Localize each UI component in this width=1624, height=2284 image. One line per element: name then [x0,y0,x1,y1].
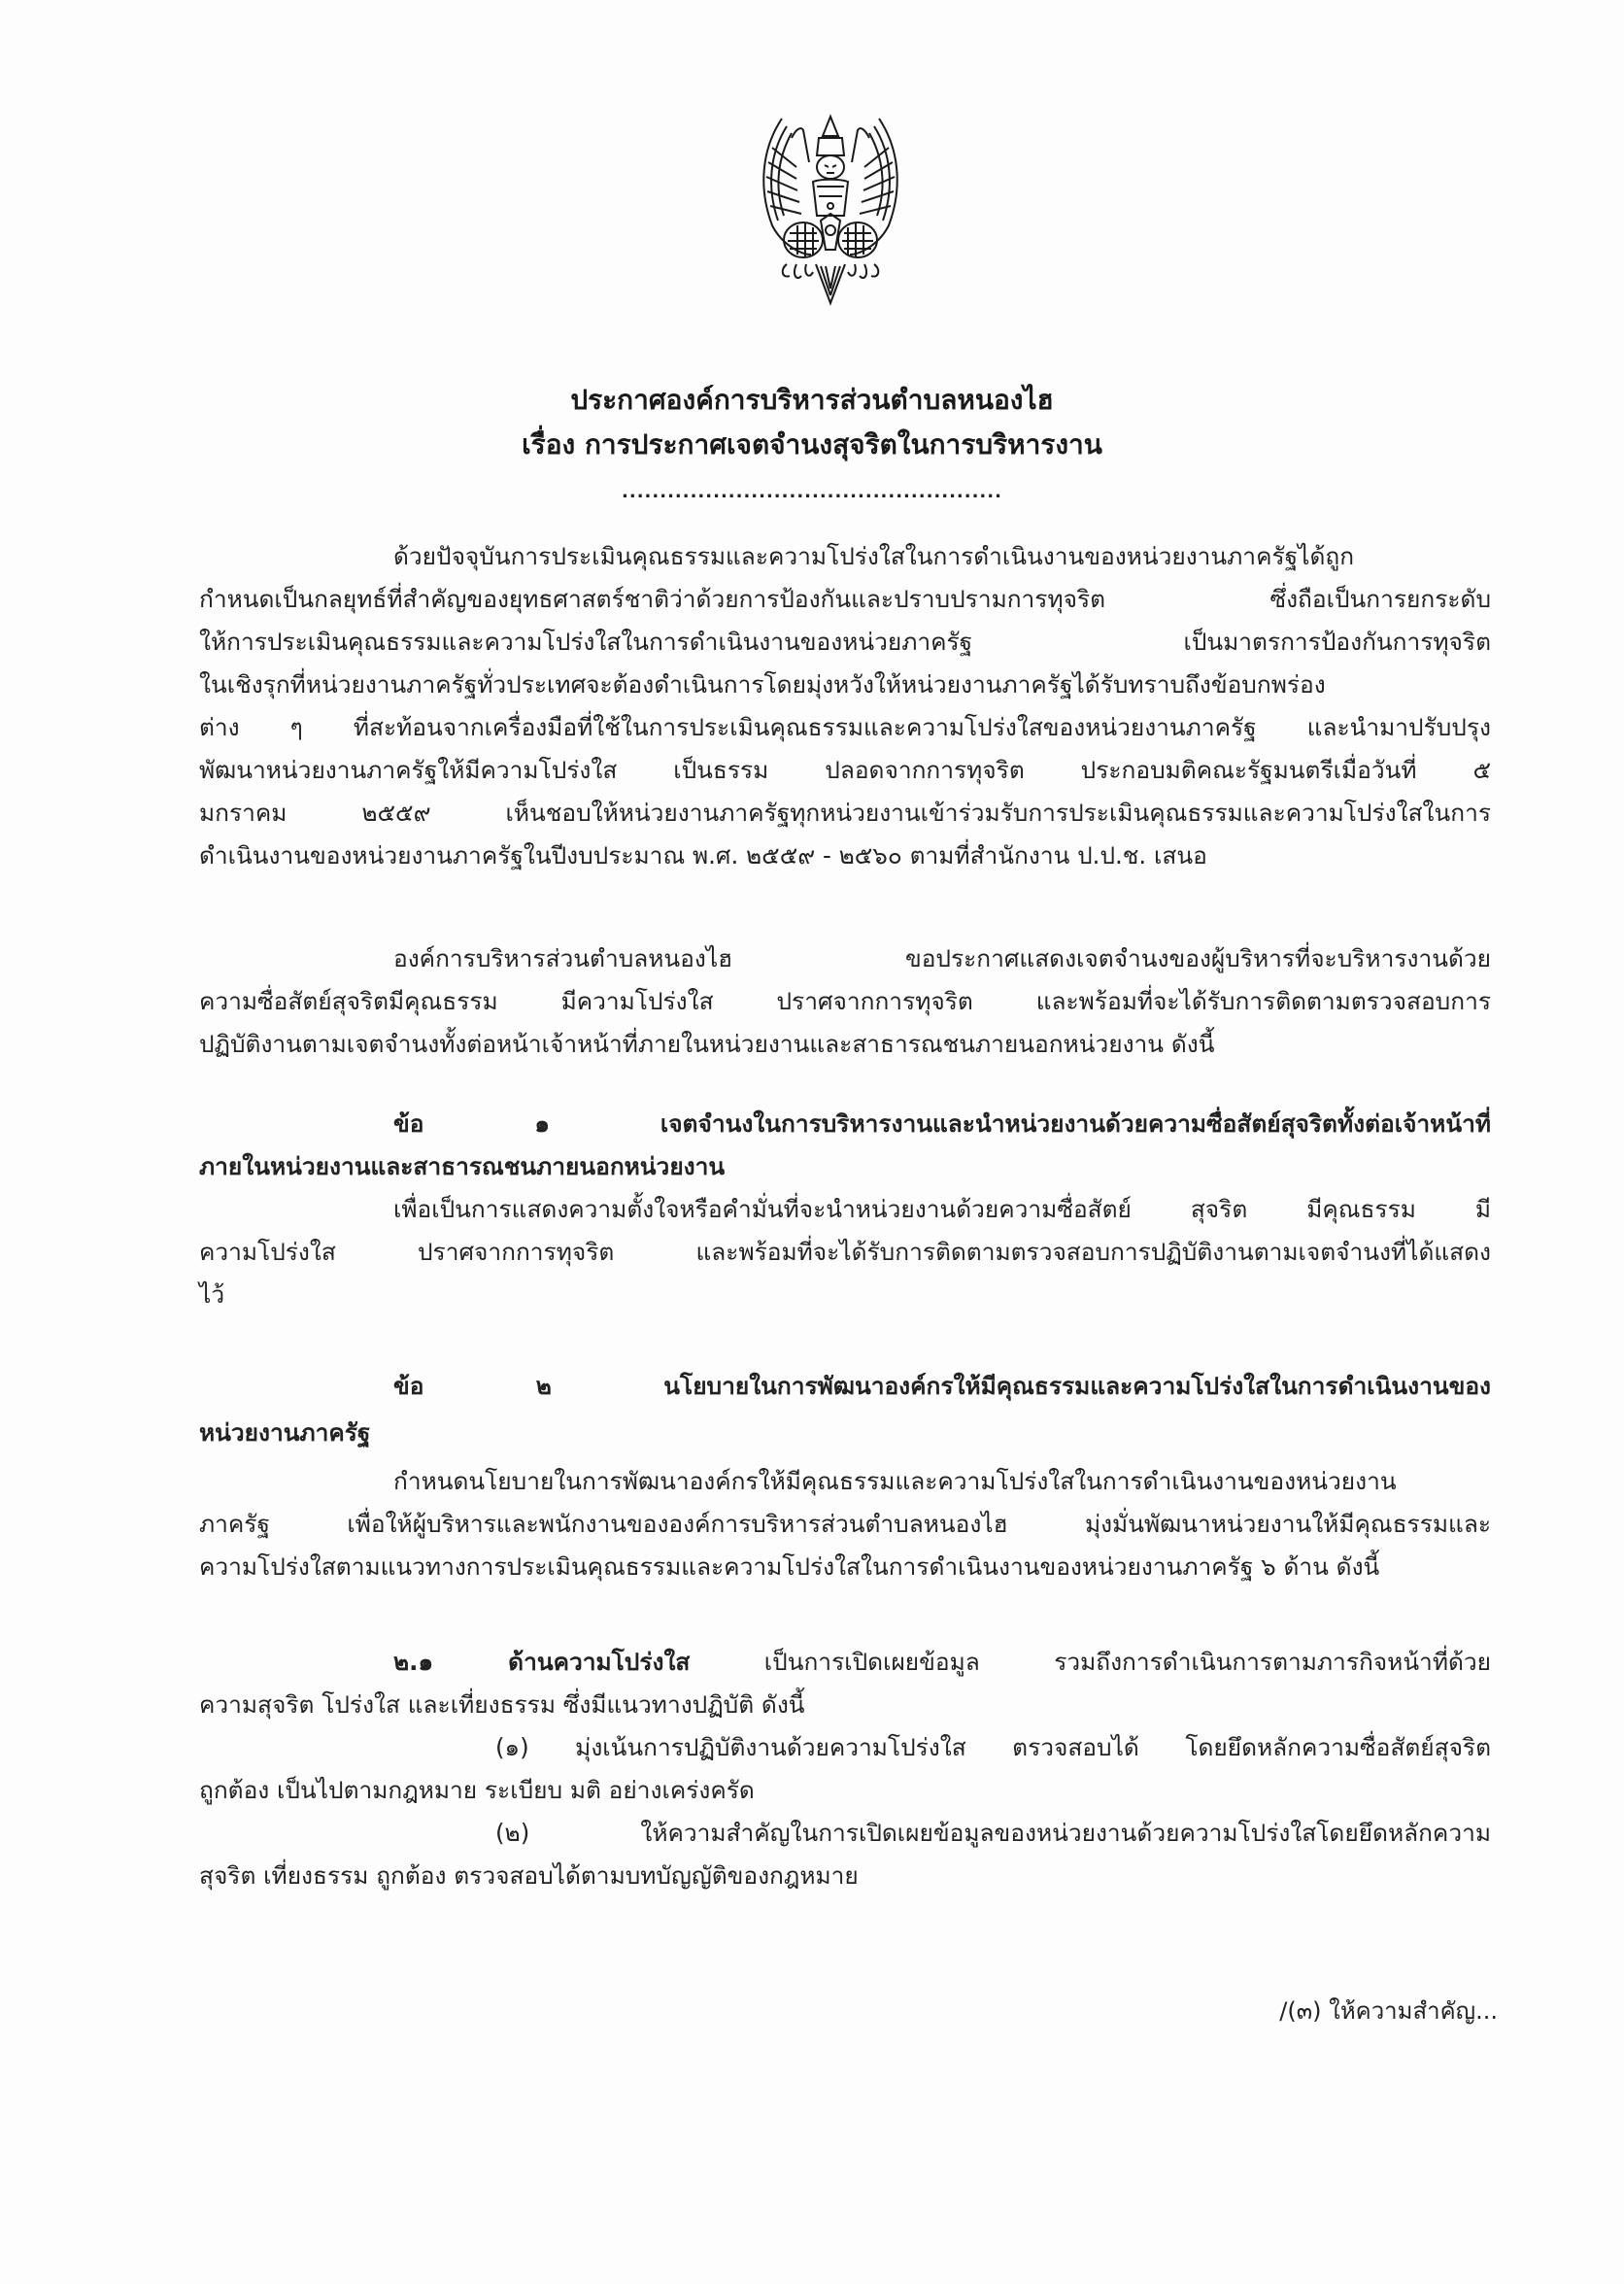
paragraph-1-line: ในเชิงรุกที่หน่วยงานภาครัฐทั่วประเทศจะต้องดำเนินการโดยมุ่งหวังให้หน่วยงานภาครัฐได้รับทราบถึงข้อบกพร่อง [199,670,1326,699]
section-1-heading: ข้อ ๑ เจตจำนงในการบริหารงานและนำหน่วยงานด้วยความซื่อสัตย์สุจริตทั้งต่อเจ้าหน้าที่ [393,1109,1491,1138]
section-2-1-heading-text: เป็นการเปิดเผยข้อมูล รวมถึงการดำเนินการตามภารกิจหน้าที่ด้วย [690,1648,1491,1676]
paragraph-1-line: กำหนดเป็นกลยุทธ์ที่สำคัญของยุทธศาสตร์ชาติว่าด้วยการป้องกันและปราบปรามการทุจริต ซึ่งถือเป็นการยกระดับ [199,585,1491,613]
section-2-body-line: ความโปร่งใสตามแนวทางการประเมินคุณธรรมและความโปร่งใสในการดำเนินงานของหน่วยงานภาครัฐ ๖ ด้าน ดังนี้ [199,1552,1380,1581]
section-2-heading: ข้อ ๒ นโยบายในการพัฒนาองค์กรให้มีคุณธรรมและความโปร่งใสในการดำเนินงานของ [393,1372,1491,1400]
page-continuation-marker: /(๓) ให้ความสำคัญ... [1279,1997,1498,2025]
paragraph-1-line: ต่าง ๆ ที่สะท้อนจากเครื่องมือที่ใช้ในการประเมินคุณธรรมและความโปร่งใสของหน่วยงานภาครัฐ และนำมาปรับปรุง [199,713,1491,741]
section-2-1-title: ๒.๑ ด้านความโปร่งใส [393,1648,691,1676]
section-2-1-item-2: (๒) ให้ความสำคัญในการเปิดเผยข้อมูลของหน่วยงานด้วยความโปร่งใสโดยยึดหลักความ [495,1819,1491,1847]
section-2-1-line: ความสุจริต โปร่งใส และเที่ยงธรรม ซึ่งมีแนวทางปฏิบัติ ดังนี้ [199,1690,805,1719]
garuda-emblem-icon [743,109,918,313]
section-2-body-line: กำหนดนโยบายในการพัฒนาองค์กรให้มีคุณธรรมและความโปร่งใสในการดำเนินงานของหน่วยงาน [393,1467,1397,1495]
paragraph-2-line: ปฏิบัติงานตามเจตจำนงทั้งต่อหน้าเจ้าหน้าที่ภายในหน่วยงานและสาธารณชนภายนอกหน่วยงาน ดังนี้ [199,1030,1215,1058]
title-separator: .................................................. [622,482,1002,502]
section-2-heading: หน่วยงานภาครัฐ [199,1418,371,1447]
announcement-title: ประกาศองค์การบริหารส่วนตำบลหนองไฮ [570,384,1054,416]
section-2-1-item-2-cont: สุจริต เที่ยงธรรม ถูกต้อง ตรวจสอบได้ตามบทบัญญัติของกฎหมาย [199,1861,859,1890]
paragraph-1-line: ด้วยปัจจุบันการประเมินคุณธรรมและความโปร่งใสในการดำเนินงานของหน่วยงานภาครัฐได้ถูก [393,542,1355,570]
section-1-heading: ภายในหน่วยงานและสาธารณชนภายนอกหน่วยงาน [199,1152,726,1180]
section-2-1-item-1-cont: ถูกต้อง เป็นไปตามกฎหมาย ระเบียบ มติ อย่างเคร่งครัด [199,1776,755,1804]
section-1-body-line: เพื่อเป็นการแสดงความตั้งใจหรือคำมั่นที่จะนำหน่วยงานด้วยความซื่อสัตย์ สุจริต มีคุณธรรม มี [393,1195,1491,1223]
paragraph-2-line: องค์การบริหารส่วนตำบลหนองไฮ ขอประกาศแสดงเจตจำนงของผู้บริหารที่จะบริหารงานด้วย [393,944,1491,972]
section-2-1-item-1: (๑) มุ่งเน้นการปฏิบัติงานด้วยความโปร่งใส ตรวจสอบได้ โดยยึดหลักความซื่อสัตย์สุจริต [495,1733,1491,1761]
section-1-body-line: ไว้ [199,1280,225,1309]
paragraph-1-line: พัฒนาหน่วยงานภาครัฐให้มีความโปร่งใส เป็นธรรม ปลอดจากการทุจริต ประกอบมติคณะรัฐมนตรีเมื่อวันที่ ๕ [199,756,1491,784]
section-2-body-line: ภาครัฐ เพื่อให้ผู้บริหารและพนักงานขององค์การบริหารส่วนตำบลหนองไฮ มุ่งมั่นพัฒนาหน่วยงานให้มีคุณธรรมและ [199,1510,1491,1538]
section-1-body-line: ความโปร่งใส ปราศจากการทุจริต และพร้อมที่จะได้รับการติดตามตรวจสอบการปฏิบัติงานตามเจตจำนงที่ได้แสดง [199,1238,1491,1266]
section-2-1-heading [393,1643,1491,1682]
announcement-subject: เรื่อง การประกาศเจตจำนงสุจริตในการบริหารงาน [522,428,1102,460]
paragraph-1-line: มกราคม ๒๕๕๙ เห็นชอบให้หน่วยงานภาครัฐทุกหน่วยงานเข้าร่วมรับการประเมินคุณธรรมและความโปร่งใสในการ [199,799,1491,827]
paragraph-1-line: ดำเนินงานของหน่วยงานภาครัฐในปีงบประมาณ พ.ศ. ๒๕๕๙ - ๒๕๖๐ ตามที่สำนักงาน ป.ป.ช. เสนอ [199,841,1207,869]
paragraph-1-line: ให้การประเมินคุณธรรมและความโปร่งใสในการดำเนินงานของหน่วยภาครัฐ เป็นมาตรการป้องกันการทุจริต [199,628,1491,656]
paragraph-2-line: ความซื่อสัตย์สุจริตมีคุณธรรม มีความโปร่งใส ปราศจากการทุจริต และพร้อมที่จะได้รับการติดตามตรวจสอบการ [199,987,1491,1015]
